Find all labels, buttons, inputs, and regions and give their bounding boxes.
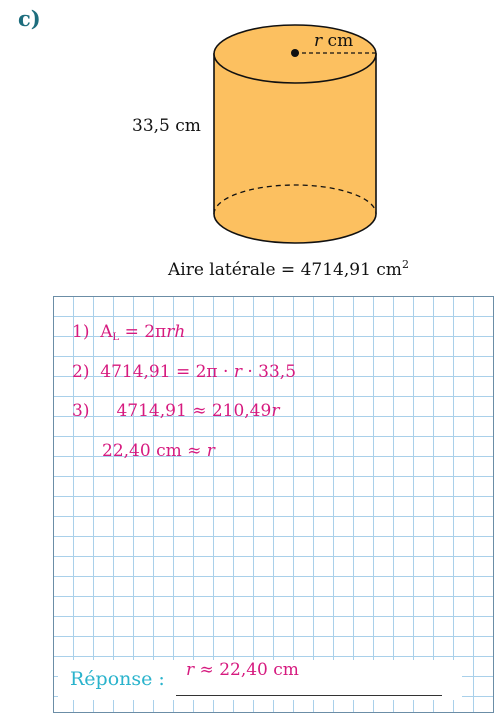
- center-dot: [291, 49, 299, 57]
- step-1-h: h: [174, 322, 186, 342]
- step-1-eq: = 2π: [119, 322, 167, 342]
- radius-unit: cm: [327, 31, 354, 51]
- cylinder-figure: [0, 0, 500, 300]
- step-1-r: r: [166, 322, 175, 342]
- step-2-part-a: 4714,91 = 2π ·: [100, 362, 234, 382]
- step-2-r: r: [233, 362, 242, 382]
- step-4: [102, 441, 215, 461]
- part-label: c): [18, 6, 41, 31]
- lateral-area-caption: [168, 258, 409, 280]
- step-1-lhs: A: [100, 322, 113, 342]
- answer-value: [186, 660, 299, 680]
- height-label: 33,5 cm: [132, 116, 201, 136]
- step-4-part-a: 22,40 cm ≈: [102, 441, 207, 461]
- area-caption-exponent: 2: [401, 258, 409, 271]
- step-4-r: r: [206, 441, 215, 461]
- step-2: [72, 362, 296, 382]
- step-1-number: 1): [72, 322, 90, 342]
- grid-paper: [53, 296, 494, 713]
- step-2-part-b: · 33,5: [241, 362, 297, 382]
- grid-edge-mask: [494, 296, 500, 676]
- step-2-number: 2): [72, 362, 90, 382]
- step-3: [72, 401, 279, 421]
- step-1-sub: L: [112, 332, 120, 343]
- answer-var: r: [186, 660, 195, 680]
- answer-area: [58, 660, 462, 700]
- answer-label: Réponse :: [70, 668, 165, 690]
- step-3-part-a: 4714,91 ≈ 210,49: [116, 401, 272, 421]
- answer-value-text: ≈ 22,40 cm: [194, 660, 299, 680]
- area-caption-text: Aire latérale = 4714,91 cm: [168, 260, 402, 280]
- radius-var: r: [314, 31, 323, 51]
- answer-line: [176, 695, 442, 696]
- radius-label: [314, 31, 353, 51]
- step-1: [72, 322, 185, 343]
- step-3-number: 3): [72, 401, 90, 421]
- step-3-r: r: [271, 401, 280, 421]
